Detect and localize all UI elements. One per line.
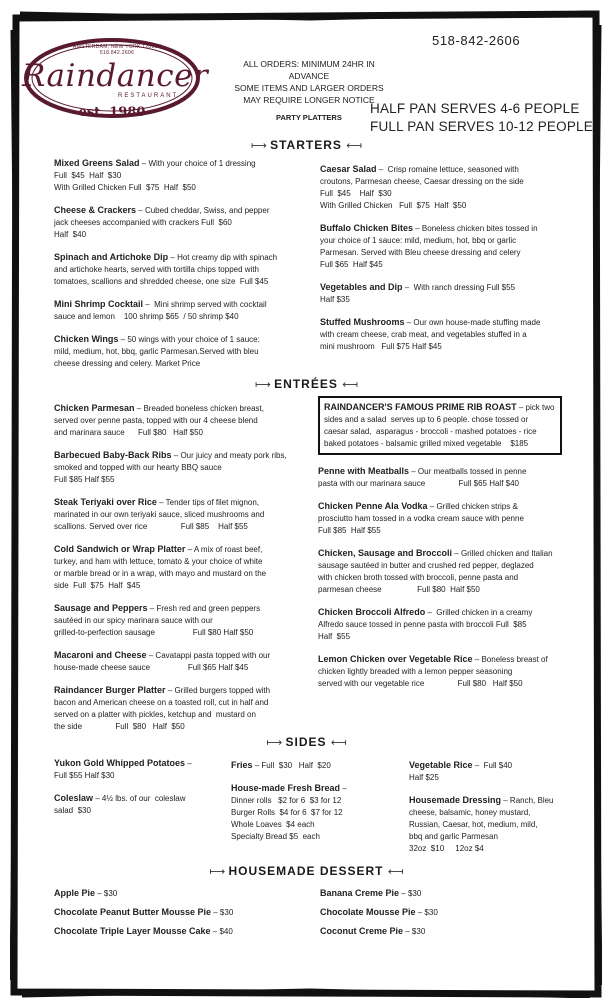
menu-item-line xyxy=(320,906,560,919)
menu-item-description: your choice of 1 sauce: mild, medium, hot, bbq or garlic xyxy=(320,236,517,245)
menu-item-line xyxy=(320,281,552,294)
menu-item-description: salad $30 xyxy=(54,806,91,815)
menu-item-line xyxy=(324,426,556,438)
menu-item xyxy=(54,649,306,674)
menu-item-line xyxy=(54,662,306,674)
menu-item-description: Half $35 xyxy=(320,295,350,304)
menu-item-line xyxy=(318,584,562,596)
menu-item-line xyxy=(54,402,306,415)
menu-item-name: Mini Shrimp Cocktail xyxy=(54,299,144,309)
menu-item-description: – pick two xyxy=(516,403,555,412)
serving-sizes xyxy=(370,100,593,136)
menu-item-line xyxy=(54,580,306,592)
menu-item-description: – Full $30 Half $20 xyxy=(252,761,331,770)
menu-item-name: Cheese & Crackers xyxy=(54,205,137,215)
menu-item-line xyxy=(409,843,569,855)
menu-item-description: Full $65 Half $45 xyxy=(320,260,383,269)
menu-item-line xyxy=(54,474,306,486)
arrow-right-icon: ⟻ xyxy=(330,737,346,749)
menu-item-description: – xyxy=(340,784,347,793)
menu-item xyxy=(54,157,304,194)
menu-item xyxy=(320,163,552,212)
menu-item-name: Mixed Greens Salad xyxy=(54,158,140,168)
menu-item xyxy=(54,887,304,900)
menu-item-description: – xyxy=(185,759,192,768)
logo-brand: Raindancer xyxy=(22,58,209,94)
menu-item-line xyxy=(54,770,214,782)
menu-item xyxy=(231,759,396,772)
entrees-left-column xyxy=(54,402,306,743)
menu-item-description: smoked and topped with our hearty BBQ sauce xyxy=(54,463,222,472)
menu-item-description: or marble bread or in a wrap, with mayo and mustard on the xyxy=(54,569,267,578)
menu-item-name: Chicken Penne Ala Vodka xyxy=(318,501,428,511)
menu-item-line xyxy=(54,721,306,733)
section-title: ENTRÉES xyxy=(274,377,338,391)
menu-item-description: Full $85 Half $55 xyxy=(318,526,381,535)
menu-item-description: Russian, Caesar, hot, medium, mild, xyxy=(409,820,538,829)
section-title: SIDES xyxy=(285,735,327,749)
menu-item-description: – A mix of roast beef, xyxy=(185,545,263,554)
menu-item-description: sides and a salad serves up to 6 people. chose tossed or xyxy=(324,415,529,424)
menu-item-line xyxy=(409,759,569,772)
menu-item-description: sautéed in our spicy marinara sauce with our xyxy=(54,616,213,625)
menu-item-name: Buffalo Chicken Bites xyxy=(320,223,414,233)
menu-item-description: served with our vegetable rice Full $80 Half $50 xyxy=(318,679,523,688)
menu-item-line xyxy=(54,649,306,662)
menu-item-line xyxy=(318,478,562,490)
menu-item xyxy=(320,925,560,938)
menu-item-description: – Hot creamy dip with spinach xyxy=(168,253,278,262)
menu-item-line xyxy=(54,792,214,805)
menu-item-line xyxy=(318,631,562,643)
menu-item-name: Chocolate Peanut Butter Mousse Pie xyxy=(54,907,212,917)
menu-item-description: – Fresh red and green peppers xyxy=(147,604,261,613)
menu-item-description: Half $25 xyxy=(409,773,439,782)
restaurant-logo xyxy=(22,36,209,126)
menu-item xyxy=(320,281,552,306)
menu-item-description: bbq and garlic Parmesan xyxy=(409,832,498,841)
menu-item-description: – 4½ lbs. of our coleslaw xyxy=(93,794,186,803)
menu-item-description: With Grilled Chicken Full $75 Half $50 xyxy=(320,201,467,210)
menu-item-line xyxy=(231,759,396,772)
menu-item-description: chicken lightly breaded with a lemon pepper seasoning xyxy=(318,667,513,676)
menu-item-description: with cream cheese, crab meat, and vegetables stuffed in a xyxy=(320,330,527,339)
logo-subtitle: RESTAURANT xyxy=(118,93,179,99)
menu-item-description: tomatoes, scallions and shredded cheese, one size Full $45 xyxy=(54,277,269,286)
menu-item-name: Chocolate Mousse Pie xyxy=(320,907,416,917)
menu-item xyxy=(318,396,562,455)
menu-item-line xyxy=(320,259,552,271)
menu-item-description: Full $45 Half $30 xyxy=(320,189,392,198)
menu-item-name: Banana Creme Pie xyxy=(320,888,400,898)
dessert-left-column xyxy=(54,887,304,944)
menu-item-description: – Cavatappi pasta topped with our xyxy=(146,651,271,660)
menu-item-description: – Tender tips of filet mignon, xyxy=(156,498,260,507)
menu-item xyxy=(320,316,552,353)
menu-item-line xyxy=(318,606,562,619)
menu-item-line xyxy=(54,887,304,900)
section-starters xyxy=(0,138,612,152)
menu-item-description: served over penne pasta, topped with our 4 cheese blend xyxy=(54,416,258,425)
menu-item-line xyxy=(54,684,306,697)
menu-item-description: – Cubed cheddar, Swiss, and pepper xyxy=(136,206,270,215)
menu-item-description: – With your choice of 1 dressing xyxy=(139,159,256,168)
menu-item-description: – Our own house-made stuffing made xyxy=(404,318,541,327)
menu-item-description: baked potatoes - balsamic grilled mixed vegetable $185 xyxy=(324,439,529,448)
menu-item-description: sauce and lemon 100 shrimp $65 / 50 shrimp $40 xyxy=(54,312,239,321)
menu-item-description: Full $45 Half $30 xyxy=(54,171,122,180)
arrow-right-icon: ⟻ xyxy=(342,379,357,391)
starters-left-column xyxy=(54,157,304,380)
menu-item-name: RAINDANCER'S FAMOUS PRIME RIB ROAST xyxy=(324,402,517,412)
menu-item-description: Dinner rolls $2 for 6 $3 for 12 xyxy=(231,796,342,805)
menu-item-description: and artichoke hearts, served with tortilla chips topped with xyxy=(54,265,259,274)
menu-item-line xyxy=(54,568,306,580)
menu-item xyxy=(231,782,396,843)
menu-item-name: Coleslaw xyxy=(54,793,94,803)
menu-item-name: Stuffed Mushrooms xyxy=(320,317,405,327)
menu-item-line xyxy=(320,925,560,938)
menu-item-description: pasta with our marinara sauce Full $65 Half $40 xyxy=(318,479,519,488)
menu-item-description: – $40 xyxy=(210,927,233,936)
menu-item-description: Full $55 Half $30 xyxy=(54,771,115,780)
menu-item-name: Steak Teriyaki over Rice xyxy=(54,497,157,507)
menu-item-line xyxy=(54,615,306,627)
menu-item-description: – Our meatballs tossed in penne xyxy=(409,467,527,476)
notice-line: SOME ITEMS AND LARGER ORDERS xyxy=(234,83,384,93)
phone-number: 518-842-2606 xyxy=(432,33,521,48)
menu-item xyxy=(54,906,304,919)
menu-item xyxy=(54,333,304,370)
menu-item-line xyxy=(318,513,562,525)
sides-column-3 xyxy=(409,759,569,865)
menu-item-description: Half $55 xyxy=(318,632,351,641)
menu-item-line xyxy=(320,188,552,200)
menu-item-name: Housemade Dressing xyxy=(409,795,502,805)
menu-item-description: – $30 xyxy=(95,889,118,898)
notice-line: ALL ORDERS: MINIMUM 24HR IN ADVANCE xyxy=(243,59,375,81)
section-title: STARTERS xyxy=(270,138,342,152)
menu-item-line xyxy=(318,666,562,678)
menu-item-description: – Our juicy and meaty pork ribs, xyxy=(171,451,287,460)
menu-item-description: mini mushroom Full $75 Half $45 xyxy=(320,342,442,351)
menu-item xyxy=(54,684,306,733)
menu-item-line xyxy=(54,925,304,938)
menu-item-description: mild, medium, hot, bbq, garlic Parmesan.Served with bleu xyxy=(54,347,259,356)
logo-address: AMSTERDAM, NEW YORK 12010 | 518.842.2606 xyxy=(73,44,161,56)
menu-item xyxy=(54,757,214,782)
menu-item-line xyxy=(54,697,306,709)
menu-item-description: – $30 xyxy=(403,927,426,936)
menu-item-line xyxy=(231,819,396,831)
menu-item-description: sausage sautéed in butter and crushed red pepper, deglazed xyxy=(318,561,534,570)
menu-item-line xyxy=(54,415,306,427)
menu-item-description: – Breaded boneless chicken breast, xyxy=(134,404,264,413)
menu-item-line xyxy=(54,276,304,288)
arrow-left-icon: ⟼ xyxy=(209,866,225,878)
menu-item-line xyxy=(54,182,304,194)
menu-item-name: Yukon Gold Whipped Potatoes xyxy=(54,758,186,768)
section-sides xyxy=(0,735,612,749)
menu-item-description: Parmesan. Served with Bleu cheese dressing and celery xyxy=(320,248,521,257)
menu-item-name: Penne with Meatballs xyxy=(318,466,410,476)
menu-item-line xyxy=(231,795,396,807)
menu-item-description: – Ranch, Bleu xyxy=(501,796,554,805)
menu-item-line xyxy=(318,465,562,478)
menu-item-name: Sausage and Peppers xyxy=(54,603,148,613)
menu-item-line xyxy=(54,805,214,817)
menu-item-description: grilled-to-perfection sausage Full $80 Half $50 xyxy=(54,628,254,637)
menu-item-line xyxy=(231,807,396,819)
menu-item-line xyxy=(320,163,552,176)
menu-item-name: Chicken Parmesan xyxy=(54,403,135,413)
menu-item-name: Coconut Creme Pie xyxy=(320,926,404,936)
menu-item-line xyxy=(409,831,569,843)
menu-item xyxy=(54,449,306,486)
menu-item-line xyxy=(54,170,304,182)
menu-item-line xyxy=(54,709,306,721)
menu-item-line xyxy=(320,222,552,235)
menu-item-line xyxy=(324,414,556,426)
menu-item-description: – Grilled chicken strips & xyxy=(427,502,518,511)
menu-item-description: – $30 xyxy=(399,889,422,898)
menu-item-line xyxy=(54,521,306,533)
menu-item-line xyxy=(320,329,552,341)
menu-item xyxy=(54,925,304,938)
menu-item xyxy=(54,298,304,323)
menu-item-name: Spinach and Artichoke Dip xyxy=(54,252,169,262)
menu-item-description: cheese dressing and celery. Market Price xyxy=(54,359,201,368)
menu-item-line xyxy=(54,427,306,439)
menu-item-description: with chicken broth tossed with broccoli, penne pasta and xyxy=(318,573,519,582)
starters-right-column xyxy=(320,163,552,363)
menu-item-description: – $30 xyxy=(415,908,438,917)
menu-item xyxy=(54,602,306,639)
menu-item-name: Chicken Broccoli Alfredo xyxy=(318,607,426,617)
menu-item-line xyxy=(54,298,304,311)
menu-item-line xyxy=(231,831,396,843)
arrow-right-icon: ⟻ xyxy=(387,866,403,878)
logo-established: est. 1980 xyxy=(78,105,146,120)
menu-item-name: Cold Sandwich or Wrap Platter xyxy=(54,544,186,554)
menu-item-name: Vegetable Rice xyxy=(409,760,473,770)
menu-item-line xyxy=(54,204,304,217)
menu-item-description: the side Full $80 Half $50 xyxy=(54,722,185,731)
menu-item-line xyxy=(231,782,396,795)
sides-column-2 xyxy=(231,759,396,853)
menu-item-description: scallions. Served over rice Full $85 Half $55 xyxy=(54,522,248,531)
menu-item-line xyxy=(318,572,562,584)
menu-item-description: – With ranch dressing Full $55 xyxy=(402,283,516,292)
menu-item-description: – Mini shrimp served with cocktail xyxy=(143,300,267,309)
arrow-left-icon: ⟼ xyxy=(250,140,266,152)
menu-item xyxy=(54,402,306,439)
menu-item-name: Lemon Chicken over Vegetable Rice xyxy=(318,654,473,664)
menu-item-line xyxy=(318,619,562,631)
menu-item-description: bacon and American cheese on a toasted roll, cut in half and xyxy=(54,698,269,707)
menu-item-description: served on a platter with pickles, ketchup and mustard on xyxy=(54,710,256,719)
menu-item-line xyxy=(54,346,304,358)
menu-item xyxy=(318,547,562,596)
menu-item xyxy=(54,251,304,288)
menu-item-line xyxy=(320,200,552,212)
menu-item-line xyxy=(54,543,306,556)
section-dessert xyxy=(0,864,612,878)
menu-item-description: – 50 wings with your choice of 1 sauce: xyxy=(118,335,260,344)
menu-item-description: marinated in our own teriyaki sauce, sliced mushrooms and xyxy=(54,510,265,519)
menu-item-line xyxy=(324,401,556,414)
menu-item-name: Raindancer Burger Platter xyxy=(54,685,166,695)
menu-item-description: – Grilled chicken and Italian xyxy=(452,549,553,558)
menu-item-description: Full $85 Half $55 xyxy=(54,475,115,484)
menu-item-name: Fries xyxy=(231,760,253,770)
menu-item-line xyxy=(54,556,306,568)
menu-item-line xyxy=(320,887,560,900)
menu-item-line xyxy=(54,217,304,229)
section-title: HOUSEMADE DESSERT xyxy=(228,864,384,878)
menu-item-description: cheese, balsamic, honey mustard, xyxy=(409,808,531,817)
menu-item-line xyxy=(320,294,552,306)
menu-item-description: – Full $40 xyxy=(472,761,513,770)
menu-item-line xyxy=(54,627,306,639)
menu-item-line xyxy=(409,772,569,784)
menu-item-line xyxy=(54,757,214,770)
menu-item-name: Apple Pie xyxy=(54,888,96,898)
dessert-right-column xyxy=(320,887,560,944)
arrow-left-icon: ⟼ xyxy=(266,737,282,749)
menu-item-name: House-made Fresh Bread xyxy=(231,783,341,793)
menu-item-name: Chocolate Triple Layer Mousse Cake xyxy=(54,926,211,936)
menu-item-description: parmesan cheese Full $80 Half $50 xyxy=(318,585,480,594)
menu-item xyxy=(320,222,552,271)
menu-item-description: – Grilled burgers topped with xyxy=(165,686,271,695)
menu-item-description: croutons, Parmesan cheese, Caesar dressing on the side xyxy=(320,177,524,186)
menu-item-line xyxy=(318,678,562,690)
menu-item-description: turkey, and ham with lettuce, tomato & your choice of white xyxy=(54,557,263,566)
menu-item xyxy=(318,653,562,690)
menu-item-line xyxy=(54,157,304,170)
menu-item-line xyxy=(409,807,569,819)
menu-item-line xyxy=(318,560,562,572)
menu-item-line xyxy=(54,906,304,919)
menu-item-line xyxy=(54,496,306,509)
menu-item-line xyxy=(54,229,304,241)
menu-item-line xyxy=(54,509,306,521)
menu-item-line xyxy=(318,547,562,560)
menu-item-description: – Boneless breast of xyxy=(472,655,548,664)
menu-item-description: side Full $75 Half $45 xyxy=(54,581,141,590)
party-platters-label: PARTY PLATTERS xyxy=(276,113,342,122)
menu-item-description: caesar salad, asparagus - broccoli - mashed potatoes - rice xyxy=(324,427,537,436)
menu-item-line xyxy=(409,819,569,831)
entrees-right-column xyxy=(318,396,562,700)
menu-item-description: prosciutto ham tossed in a vodka cream sauce with penne xyxy=(318,514,524,523)
menu-item-name: Caesar Salad xyxy=(320,164,377,174)
menu-item-line xyxy=(324,438,556,450)
menu-item-line xyxy=(54,449,306,462)
menu-item xyxy=(320,887,560,900)
menu-item-name: Chicken Wings xyxy=(54,334,119,344)
menu-item-line xyxy=(320,316,552,329)
menu-item-line xyxy=(318,525,562,537)
menu-item-line xyxy=(54,602,306,615)
half-pan-serves: HALF PAN SERVES 4-6 PEOPLE xyxy=(370,101,580,116)
menu-item-name: Chicken, Sausage and Broccoli xyxy=(318,548,453,558)
menu-item-description: Whole Loaves $4 each xyxy=(231,820,315,829)
menu-item-line xyxy=(318,500,562,513)
menu-item-description: – Boneless chicken bites tossed in xyxy=(413,224,538,233)
full-pan-serves: FULL PAN SERVES 10-12 PEOPLE xyxy=(370,119,593,134)
menu-item-line xyxy=(54,264,304,276)
menu-item-line xyxy=(320,247,552,259)
menu-item xyxy=(320,906,560,919)
menu-item-description: – Grilled chicken in a creamy xyxy=(425,608,533,617)
menu-item-line xyxy=(320,341,552,353)
menu-item-description: Alfredo sauce tossed in penne pasta with broccoli Full $85 xyxy=(318,620,527,629)
menu-item-description: Specialty Bread $5 each xyxy=(231,832,320,841)
menu-item-line xyxy=(54,333,304,346)
menu-item-description: With Grilled Chicken Full $75 Half $50 xyxy=(54,183,196,192)
menu-item-line xyxy=(320,235,552,247)
menu-item-line xyxy=(54,462,306,474)
menu-item-name: Vegetables and Dip xyxy=(320,282,403,292)
menu-item-name: Barbecued Baby-Back Ribs xyxy=(54,450,172,460)
menu-item-name: Macaroni and Cheese xyxy=(54,650,147,660)
menu-item-line xyxy=(54,358,304,370)
menu-item-description: – $30 xyxy=(211,908,234,917)
menu-item xyxy=(409,759,569,784)
menu-item xyxy=(54,792,214,817)
menu-item-description: – Crisp romaine lettuce, seasoned with xyxy=(376,165,519,174)
arrow-left-icon: ⟼ xyxy=(255,379,270,391)
menu-item-line xyxy=(320,176,552,188)
menu-item-description: jack cheeses accompanied with crackers Full $60 xyxy=(54,218,232,227)
menu-item xyxy=(318,606,562,643)
menu-item-description: Burger Rolls $4 for 6 $7 for 12 xyxy=(231,808,343,817)
menu-item xyxy=(318,465,562,490)
menu-item-line xyxy=(54,251,304,264)
notice-line: MAY REQUIRE LONGER NOTICE xyxy=(243,95,375,105)
menu-item xyxy=(318,500,562,537)
menu-item xyxy=(409,794,569,855)
menu-item-description: and marinara sauce Full $80 Half $50 xyxy=(54,428,203,437)
menu-item xyxy=(54,496,306,533)
menu-item-line xyxy=(318,653,562,666)
section-entrees xyxy=(0,377,612,391)
sides-column-1 xyxy=(54,757,214,827)
menu-item-description: Half $40 xyxy=(54,230,87,239)
menu-item xyxy=(54,543,306,592)
menu-item xyxy=(54,204,304,241)
order-notice xyxy=(226,58,392,106)
arrow-right-icon: ⟻ xyxy=(346,140,362,152)
menu-item-line xyxy=(409,794,569,807)
menu-item-line xyxy=(54,311,304,323)
menu-item-description: house-made cheese sauce Full $65 Half $45 xyxy=(54,663,249,672)
menu-item-description: 32oz $10 12oz $4 xyxy=(409,844,484,853)
